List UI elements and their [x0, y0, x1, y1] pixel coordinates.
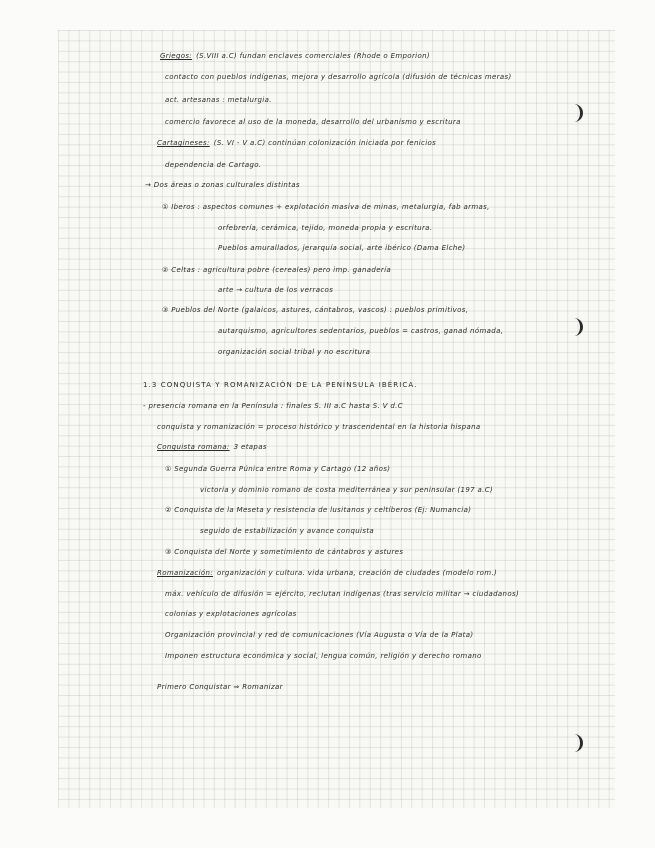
note-line: Organización provincial y red de comunicaciones (Vía Augusta o Vía de la Plata)	[165, 631, 474, 639]
note-line: conquista y romanización = proceso histórico y trascendental en la historia hispana	[157, 423, 481, 431]
note-line: ② Celtas : agricultura pobre (cereales) pero imp. ganadería	[162, 266, 392, 274]
binder-hole-icon	[568, 318, 583, 336]
note-line: Pueblos amurallados, jerarquía social, arte ibérico (Dama Elche)	[218, 244, 466, 252]
note-line: act. artesanas : metalurgia.	[165, 96, 272, 104]
paper-margin-top	[0, 0, 655, 30]
note-line: Imponen estructura económica y social, lengua común, religión y derecho romano	[165, 652, 482, 660]
paper-margin-left	[0, 0, 58, 848]
note-line	[157, 443, 267, 451]
note-line: orfebrería, cerámica, tejido, moneda propia y escritura.	[218, 224, 433, 232]
note-line: ① Iberos : aspectos comunes + explotación masiva de minas, metalurgia, fab armas,	[162, 203, 490, 211]
note-heading-griegos: Griegos:	[160, 52, 193, 60]
note-line: - presencia romana en la Península : finales S. III a.C hasta S. V d.C	[143, 402, 403, 410]
note-line: contacto con pueblos indígenas, mejora y desarrollo agrícola (difusión de técnicas meras)	[165, 73, 512, 81]
note-line: ① Segunda Guerra Púnica entre Roma y Cartago (12 años)	[165, 465, 391, 473]
note-line: colonias y explotaciones agrícolas	[165, 610, 297, 618]
note-line: ③ Conquista del Norte y sometimiento de cántabros y astures	[165, 548, 404, 556]
note-line: organización social tribal y no escritura	[218, 348, 371, 356]
binder-hole-icon	[568, 734, 583, 752]
note-line: autarquismo, agricultores sedentarios, pueblos = castros, ganad nómada,	[218, 327, 504, 335]
note-heading-cartagineses: Cartagineses:	[157, 139, 210, 147]
note-text: (S.VIII a.C) fundan enclaves comerciales (Rhode o Emporion)	[196, 52, 430, 60]
note-heading-romanizacion: Romanización:	[157, 569, 214, 577]
note-text: organización y cultura. vida urbana, creación de ciudades (modelo rom.)	[217, 569, 498, 577]
note-line	[160, 52, 430, 60]
note-line: comercio favorece al uso de la moneda, desarrollo del urbanismo y escritura	[165, 118, 461, 126]
note-line: máx. vehículo de difusión = ejército, reclutan indígenas (tras servicio militar → ciudadanos)	[165, 590, 520, 598]
note-heading-conquista: Conquista romana:	[157, 443, 230, 451]
note-line: seguido de estabilización y avance conquista	[200, 527, 375, 535]
section-title: 1.3 CONQUISTA Y ROMANIZACIÓN DE LA PENÍNSULA IBÉRICA.	[143, 381, 418, 389]
note-line: dependencia de Cartago.	[165, 161, 262, 169]
paper-margin-right	[615, 0, 655, 848]
note-line	[157, 569, 497, 577]
note-line: victoria y dominio romano de costa mediterránea y sur peninsular (197 a.C)	[200, 486, 494, 494]
note-line: → Dos áreas o zonas culturales distintas	[145, 181, 300, 189]
note-line: arte → cultura de los verracos	[218, 286, 334, 294]
note-line: ③ Pueblos del Norte (galaicos, astures, cántabros, vascos) : pueblos primitivos,	[162, 306, 469, 314]
note-line: ② Conquista de la Meseta y resistencia de lusitanos y celtíberos (Ej: Numancia)	[165, 506, 472, 514]
note-text: 3 etapas	[233, 443, 267, 451]
note-text: (S. VI - V a.C) continúan colonización iniciada por fenicios	[213, 139, 437, 147]
paper-margin-bottom	[0, 808, 655, 848]
note-conclusion: Primero Conquistar ⇒ Romanizar	[157, 683, 283, 691]
note-line	[157, 139, 436, 147]
binder-hole-icon	[568, 104, 583, 122]
